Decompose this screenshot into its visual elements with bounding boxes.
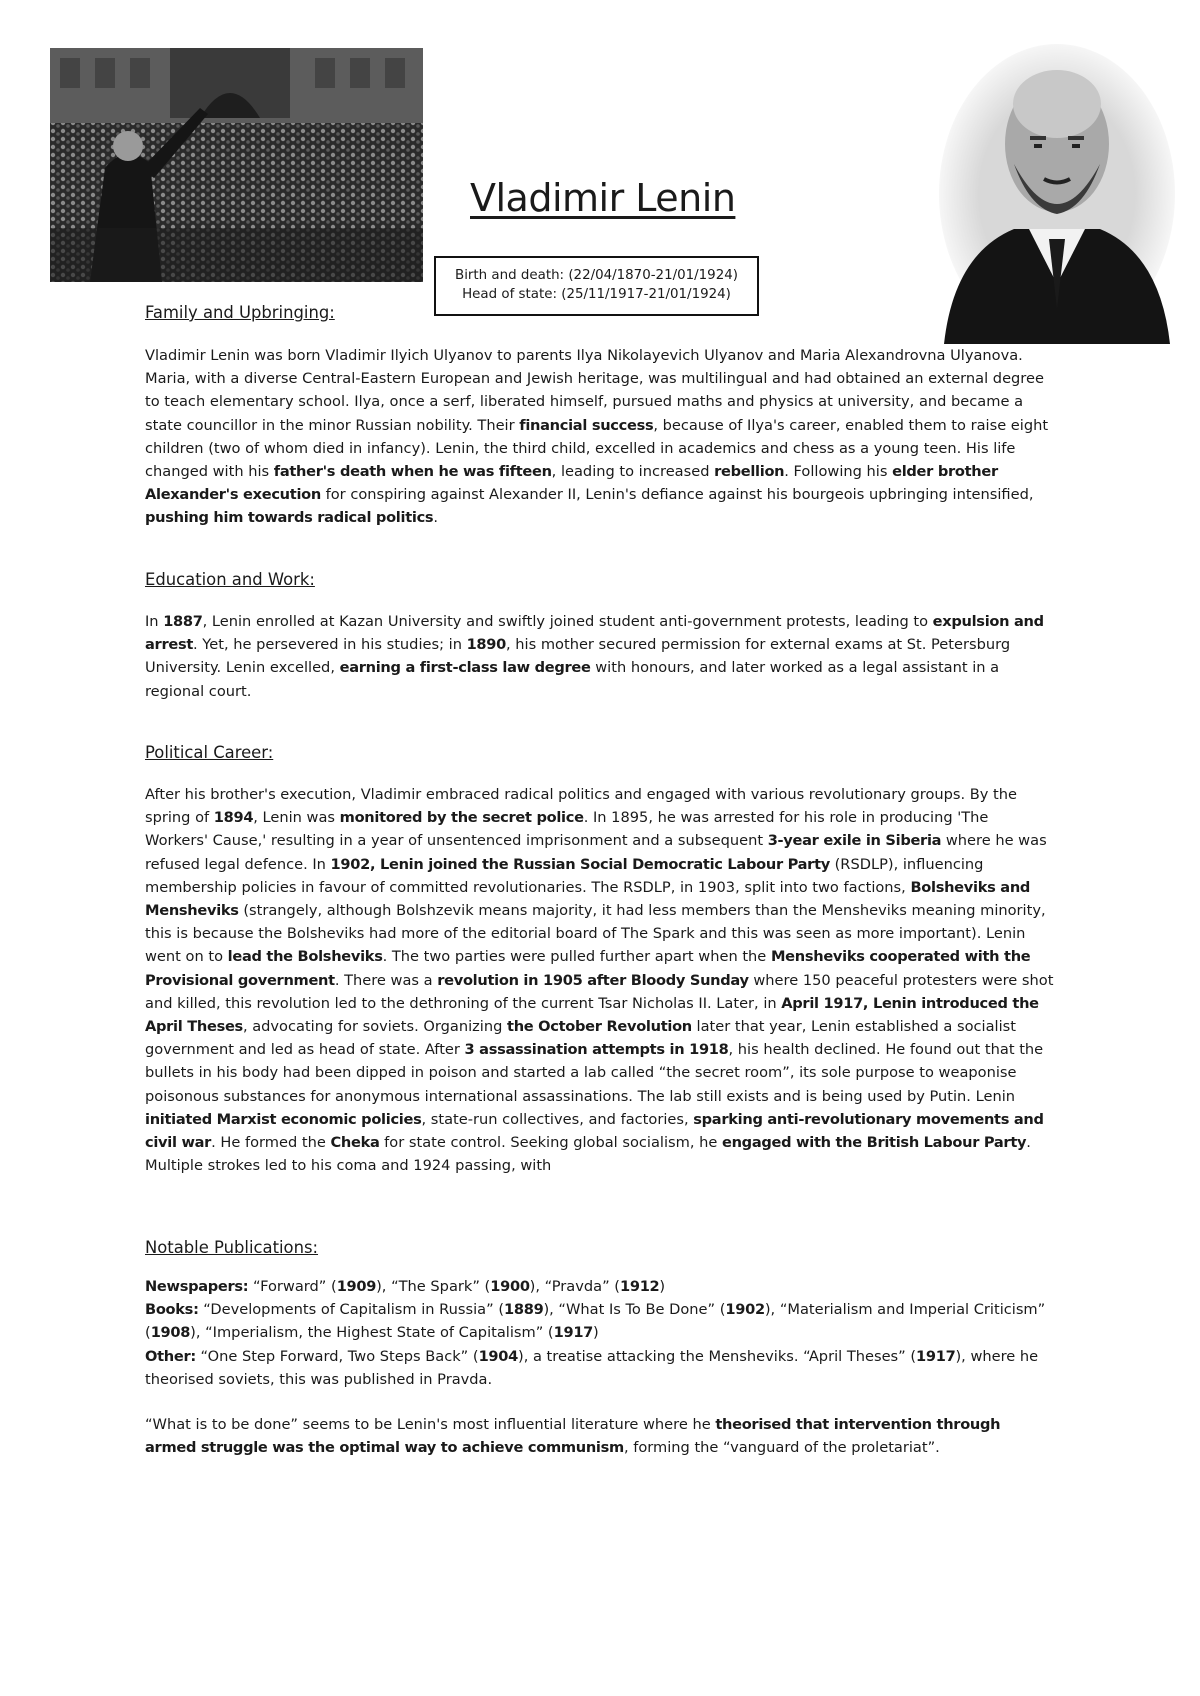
publications-books: Books: “Developments of Capitalism in Russia” (1889), “What Is To Be Done” (1902), “Materialism and Imperial Criticism” (1908), “Imperialism, the Highest State of Capitalism” (1917) xyxy=(145,1301,1046,1342)
portrait-photo xyxy=(934,24,1180,344)
crowd-photo-image xyxy=(50,48,423,282)
family-paragraph: Vladimir Lenin was born Vladimir Ilyich Ulyanov to parents Ilya Nikolayevich Ulyanov and Maria Alexandrovna Ulyanova. Maria, with a diverse Central-Eastern European and Jewish heritage, was multilingual and had obtained an external degree to teach elementary school. Ilya, once a serf, liberated himself, pursued maths and physics at university, and became a state councillor in the minor Russian nobility. Their financial success, because of Ilya's career, enabled them to raise eight children (two of whom died in infancy). Lenin, the third child, excelled in academics and chess as a young teen. His life changed with his father's death when he was fifteen, leading to increased rebellion. Following his elder brother Alexander's execution for conspiring against Alexander II, Lenin's defiance against his bourgeois upbringing intensified, pushing him towards radical politics. xyxy=(145,347,1049,527)
section-heading-political: Political Career: xyxy=(145,743,274,762)
birth-death-line: Birth and death: (22/04/1870-21/01/1924) xyxy=(455,268,738,283)
publications-other: Other: “One Step Forward, Two Steps Back” (1904), a treatise attacking the Mensheviks. “April Theses” (1917), where he theorised soviets, this was published in Pravda. xyxy=(145,1347,1039,1388)
crowd-photo xyxy=(50,48,423,282)
page-title: Vladimir Lenin xyxy=(470,176,736,220)
publications-section xyxy=(145,1238,1055,1459)
section-heading-family: Family and Upbringing: xyxy=(145,303,335,322)
education-paragraph: In 1887, Lenin enrolled at Kazan University and swiftly joined student anti-government protests, leading to expulsion and arrest. Yet, he persevered in his studies; in 1890, his mother secured permission for external exams at St. Petersburg University. Lenin excelled, earning a first-class law degree with honours, and later worked as a legal assistant in a regional court. xyxy=(145,613,1044,700)
political-paragraph: After his brother's execution, Vladimir embraced radical politics and engaged with various revolutionary groups. By the spring of 1894, Lenin was monitored by the secret police. In 1895, he was arrested for his role in producing 'The Workers' Cause,' resulting in a year of unsentenced imprisonment and a subsequent 3-year exile in Siberia where he was refused legal defence. In 1902, Lenin joined the Russian Social Democratic Labour Party (RSDLP), influencing membership policies in favour of committed revolutionaries. The RSDLP, in 1903, split into two factions, Bolsheviks and Mensheviks (strangely, although Bolshzevik means majority, it had less members than the Mensheviks meaning minority, this is because the Bolsheviks had more of the editorial board of The Spark and this was seen as more important). Lenin went on to lead the Bolsheviks. The two parties were pulled further apart when the Mensheviks cooperated with the Provisional government. There was a revolution in 1905 after Bloody Sunday where 150 peaceful protesters were shot and killed, this revolution led to the dethroning of the current Tsar Nicholas II. Later, in April 1917, Lenin introduced the April Theses, advocating for soviets. Organizing the October Revolution later that year, Lenin established a socialist government and led as head of state. After 3 assassination attempts in 1918, his health declined. He found out that the bullets in his body had been dipped in poison and started a lab called “the secret room”, its sole purpose to weaponise poisonous substances for anonymous international assassinations. The lab still exists and is being used by Putin. Lenin initiated Marxist economic policies, state-run collectives, and factories, sparking anti-revolutionary movements and civil war. He formed the Cheka for state control. Seeking global socialism, he engaged with the British Labour Party. Multiple strokes led to his coma and 1924 passing, with xyxy=(145,786,1054,1175)
section-heading-publications: Notable Publications: xyxy=(145,1238,319,1257)
portrait-photo-image xyxy=(934,24,1180,344)
political-section xyxy=(145,743,1055,1177)
section-heading-education: Education and Work: xyxy=(145,570,315,589)
publications-closing: “What is to be done” seems to be Lenin's most influential literature where he theorised that intervention through armed struggle was the optimal way to achieve communism, forming the “vanguard of the proletariat”. xyxy=(145,1416,1001,1457)
family-section xyxy=(145,303,1055,530)
publications-newspapers: Newspapers: “Forward” (1909), “The Spark” (1900), “Pravda” (1912) xyxy=(145,1278,666,1295)
education-section xyxy=(145,570,1055,703)
head-of-state-line: Head of state: (25/11/1917-21/01/1924) xyxy=(462,287,731,302)
